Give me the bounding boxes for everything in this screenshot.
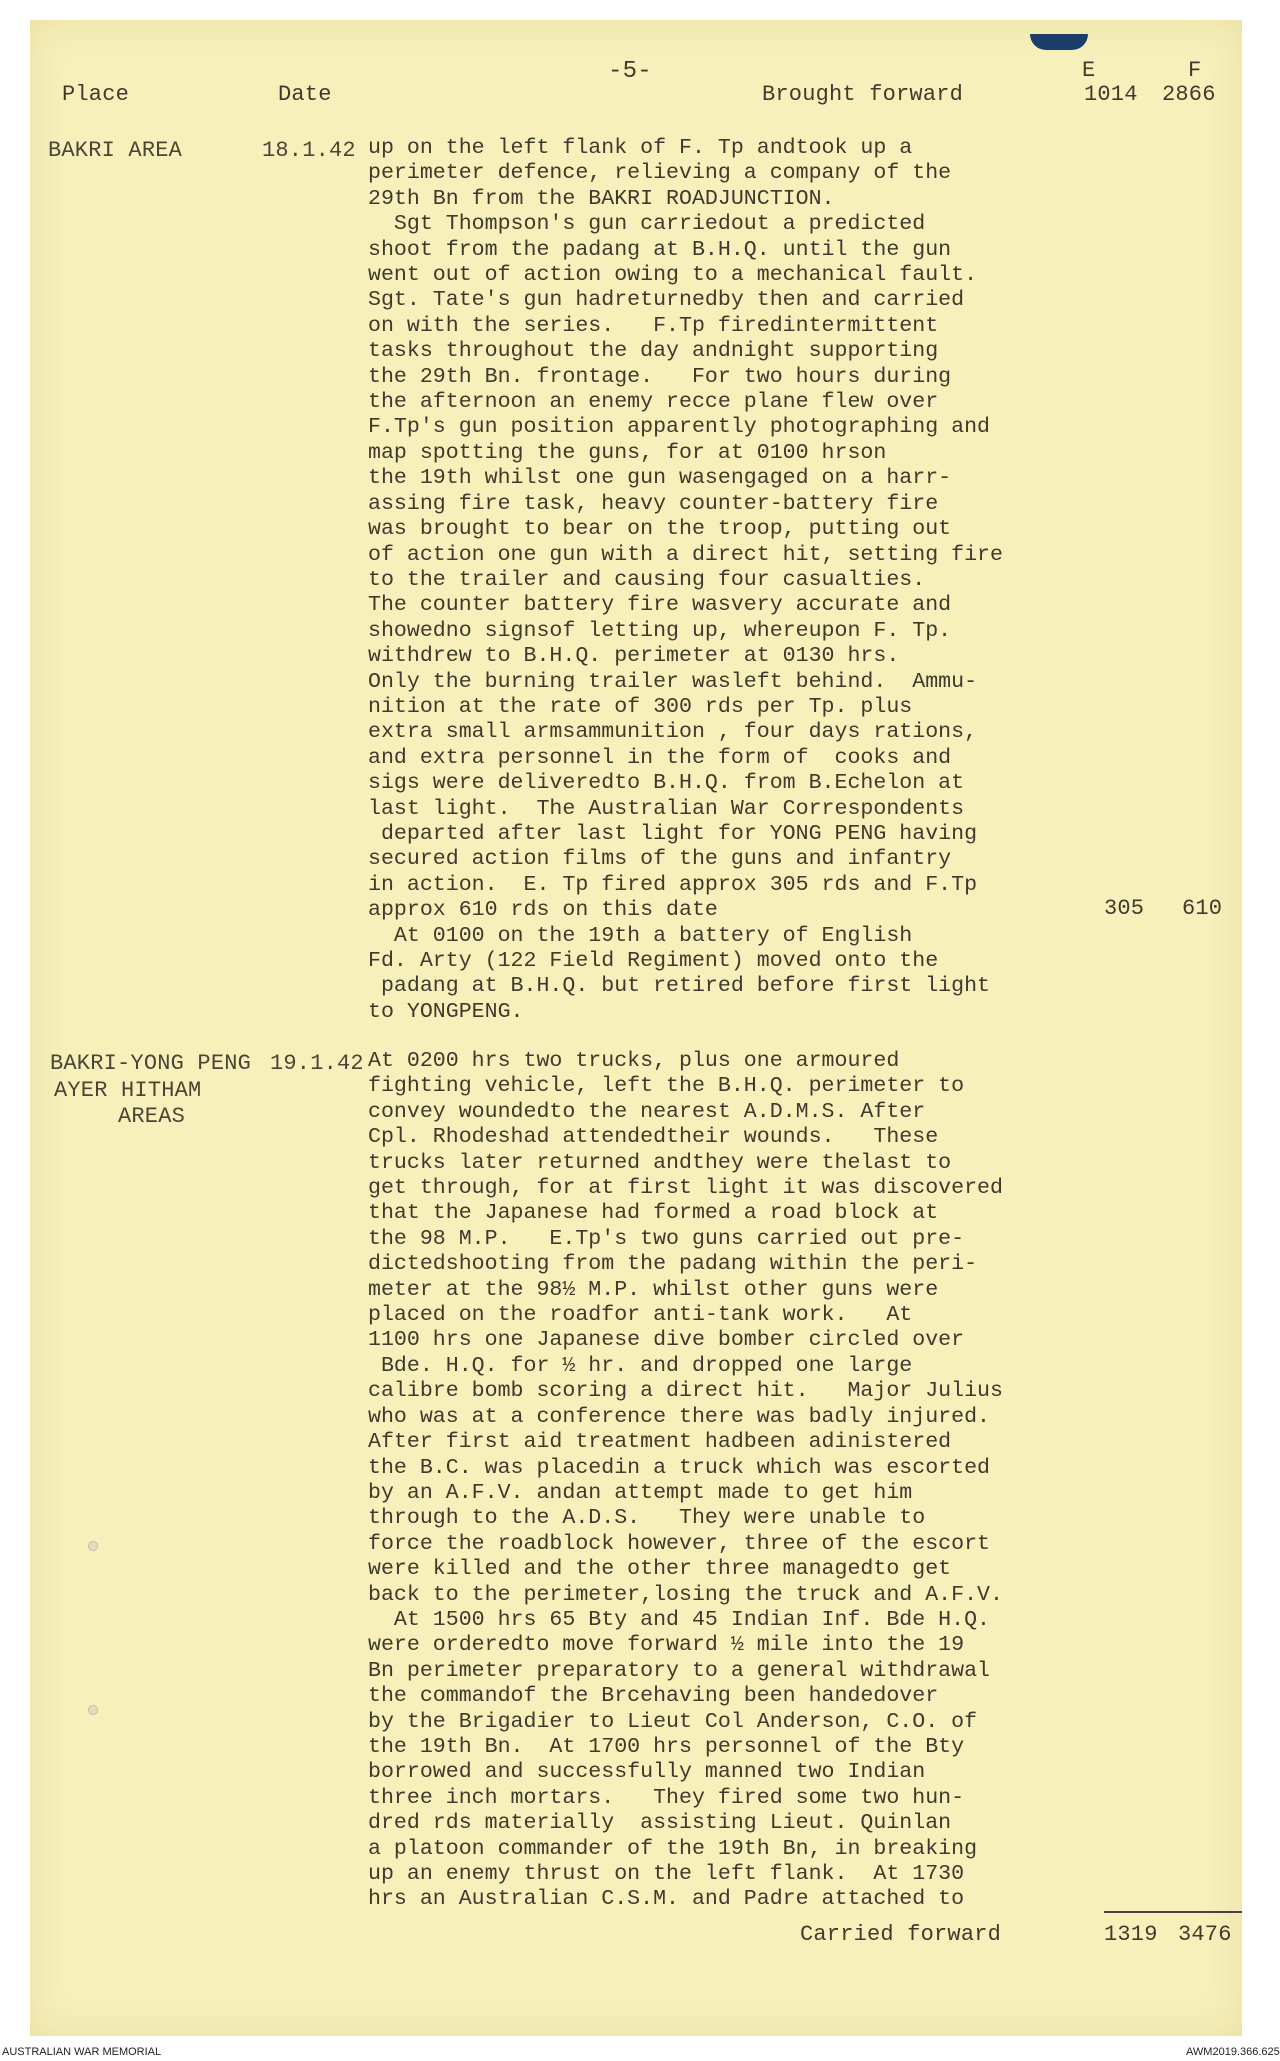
text-line: 29th Bn from the BAKRI ROADJUNCTION. <box>368 186 835 211</box>
text-line: and extra personnel in the form of cooks and <box>368 745 952 770</box>
text-line: sigs were deliveredto B.H.Q. from B.Echelon at <box>368 771 965 796</box>
text-line: Fd. Arty (122 Field Regiment) moved onto the <box>368 949 939 973</box>
text-line: were killed and the other three managedto get <box>368 1557 952 1582</box>
text-line: through to the A.D.S. They were unable to <box>368 1506 926 1531</box>
text-line: shoot from the padang at B.H.Q. until the gun <box>368 237 952 262</box>
text-line: convey woundedto the nearest A.D.M.S. After <box>368 1099 926 1124</box>
entry-1-place: BAKRI AREA <box>48 138 183 163</box>
text-line: Bde. H.Q. for ½ hr. and dropped one large <box>368 1353 913 1378</box>
header-place: Place <box>62 82 130 107</box>
text-line: by the Brigadier to Lieut Col Anderson, C.O. of <box>368 1709 978 1734</box>
text-line: meter at the 98½ M.P. whilst other guns were <box>368 1277 939 1302</box>
footer-left: AUSTRALIAN WAR MEMORIAL <box>2 2046 162 2058</box>
entry-1-total-f: 610 <box>1182 896 1223 921</box>
text-line: Cpl. Rhodeshad attendedtheir wounds. These <box>368 1125 939 1150</box>
carried-forward-f: 3476 <box>1178 1922 1232 1947</box>
text-line: in action. E. Tp fired approx 305 rds and F.Tp <box>368 872 978 897</box>
text-line: assing fire task, heavy counter-battery fire <box>368 491 939 516</box>
entry-2-place-line-2: AYER HITHAM <box>54 1078 202 1103</box>
text-line: Sgt Thompson's gun carriedout a predicted <box>368 212 926 237</box>
text-line: was brought to bear on the troop, putting out <box>368 517 952 542</box>
text-line: of action one gun with a direct hit, setting fire <box>368 542 1003 567</box>
text-line: three inch mortars. They fired some two hun- <box>368 1785 965 1810</box>
clip-mark <box>1030 34 1088 50</box>
text-line: calibre bomb scoring a direct hit. Major Julius <box>368 1379 1003 1404</box>
text-line: on with the series. F.Tp firedintermittent <box>368 313 939 338</box>
page-number: -5- <box>608 58 652 85</box>
text-line: placed on the roadfor anti-tank work. At <box>368 1303 913 1328</box>
entry-2-place-line-1: BAKRI-YONG PENG <box>50 1051 252 1076</box>
text-line: Sgt. Tate's gun hadreturnedby then and carried <box>368 288 965 313</box>
text-line: extra small armsammunition , four days rations, <box>368 720 978 745</box>
text-line: F.Tp's gun position apparently photographing and <box>368 415 991 440</box>
text-line: went out of action owing to a mechanical fault. <box>368 263 978 288</box>
text-line: to the trailer and causing four casualties. <box>368 567 926 592</box>
text-line: last light. The Australian War Correspondents <box>368 796 965 821</box>
text-line: tasks throughout the day andnight supporting <box>368 339 939 364</box>
text-line: secured action films of the guns and infantry <box>368 847 952 872</box>
header-col-f: F <box>1188 58 1202 83</box>
text-line: At 1500 hrs 65 Bty and 45 Indian Inf. Bde H.Q. <box>368 1607 991 1632</box>
text-line: the B.C. was placedin a truck which was escorted <box>368 1455 991 1480</box>
text-line: padang at B.H.Q. but retired before first light <box>368 974 991 999</box>
text-line: map spotting the guns, for at 0100 hrson <box>368 440 887 465</box>
text-line: a platoon commander of the 19th Bn, in breaking <box>368 1836 978 1861</box>
entry-1-text <box>368 136 1128 1025</box>
text-line: At 0100 on the 19th a battery of English <box>368 923 913 948</box>
text-line: to YONGPENG. <box>368 999 524 1024</box>
text-line: withdrew to B.H.Q. perimeter at 0130 hrs. <box>368 644 900 669</box>
carried-forward-e: 1319 <box>1104 1922 1158 1947</box>
text-line: departed after last light for YONG PENG having <box>368 821 978 846</box>
text-line: The counter battery fire wasvery accurate and <box>368 593 952 618</box>
text-line: dictedshooting from the padang within the peri- <box>368 1252 978 1277</box>
header-date: Date <box>278 82 332 107</box>
punch-hole <box>88 1541 98 1551</box>
text-line: hrs an Australian C.S.M. and Padre attached to <box>368 1887 965 1912</box>
footer-right: AWM2019.366.625 <box>1186 2046 1280 2058</box>
text-line: perimeter defence, relieving a company of the <box>368 161 952 186</box>
entry-1-total-e: 305 <box>1104 896 1145 921</box>
text-line: showedno signsof letting up, whereupon F. Tp. <box>368 618 952 643</box>
text-line: were orderedto move forward ½ mile into the 19 <box>368 1633 965 1658</box>
text-line: the commandof the Brcehaving been handedover <box>368 1684 939 1709</box>
carried-forward-label: Carried forward <box>800 1922 1002 1947</box>
text-line: After first aid treatment hadbeen adinistered <box>368 1430 952 1455</box>
text-line: back to the perimeter,losing the truck and A.F.V. <box>368 1582 1003 1607</box>
entry-2-date: 19.1.42 <box>270 1051 364 1076</box>
entry-2-text <box>368 1049 1128 1913</box>
brought-forward-f: 2866 <box>1162 82 1216 107</box>
text-line: force the roadblock however, three of the escort <box>368 1531 991 1556</box>
brought-forward-e: 1014 <box>1084 82 1138 107</box>
text-line: borrowed and successfully manned two Indian <box>368 1760 926 1785</box>
text-line: the afternoon an enemy recce plane flew over <box>368 390 939 415</box>
text-line: the 19th whilst one gun wasengaged on a harr- <box>368 466 952 491</box>
entry-2-place-line-3: AREAS <box>118 1104 186 1129</box>
text-line: trucks later returned andthey were thelast to <box>368 1150 952 1175</box>
text-line: fighting vehicle, left the B.H.Q. perimeter to <box>368 1074 965 1099</box>
text-line: the 19th Bn. At 1700 hrs personnel of the Bty <box>368 1734 965 1759</box>
text-line: the 29th Bn. frontage. For two hours during <box>368 364 952 389</box>
punch-hole <box>88 1705 98 1715</box>
text-line: get through, for at first light it was discovered <box>368 1176 1003 1201</box>
text-line: approx 610 rds on this date <box>368 898 718 923</box>
text-line: who was at a conference there was badly injured. <box>368 1404 991 1429</box>
entry-1-date: 18.1.42 <box>262 138 356 163</box>
header-brought-forward: Brought forward <box>762 82 964 107</box>
text-line: up on the left flank of F. Tp andtook up a <box>368 136 913 160</box>
text-line: At 0200 hrs two trucks, plus one armoured <box>368 1049 900 1073</box>
text-line: 1100 hrs one Japanese dive bomber circled over <box>368 1328 965 1353</box>
text-line: that the Japanese had formed a road block at <box>368 1201 939 1226</box>
text-line: the 98 M.P. E.Tp's two guns carried out pre- <box>368 1226 965 1251</box>
text-line: dred rds materially assisting Lieut. Quinlan <box>368 1811 952 1836</box>
text-line: nition at the rate of 300 rds per Tp. plus <box>368 694 913 719</box>
header-col-e: E <box>1082 58 1096 83</box>
text-line: by an A.F.V. andan attempt made to get him <box>368 1480 913 1505</box>
text-line: Only the burning trailer wasleft behind. Ammu- <box>368 669 978 694</box>
text-line: up an enemy thrust on the left flank. At 1730 <box>368 1862 965 1886</box>
text-line: Bn perimeter preparatory to a general withdrawal <box>368 1658 991 1683</box>
carried-forward-rule <box>1104 1911 1242 1913</box>
